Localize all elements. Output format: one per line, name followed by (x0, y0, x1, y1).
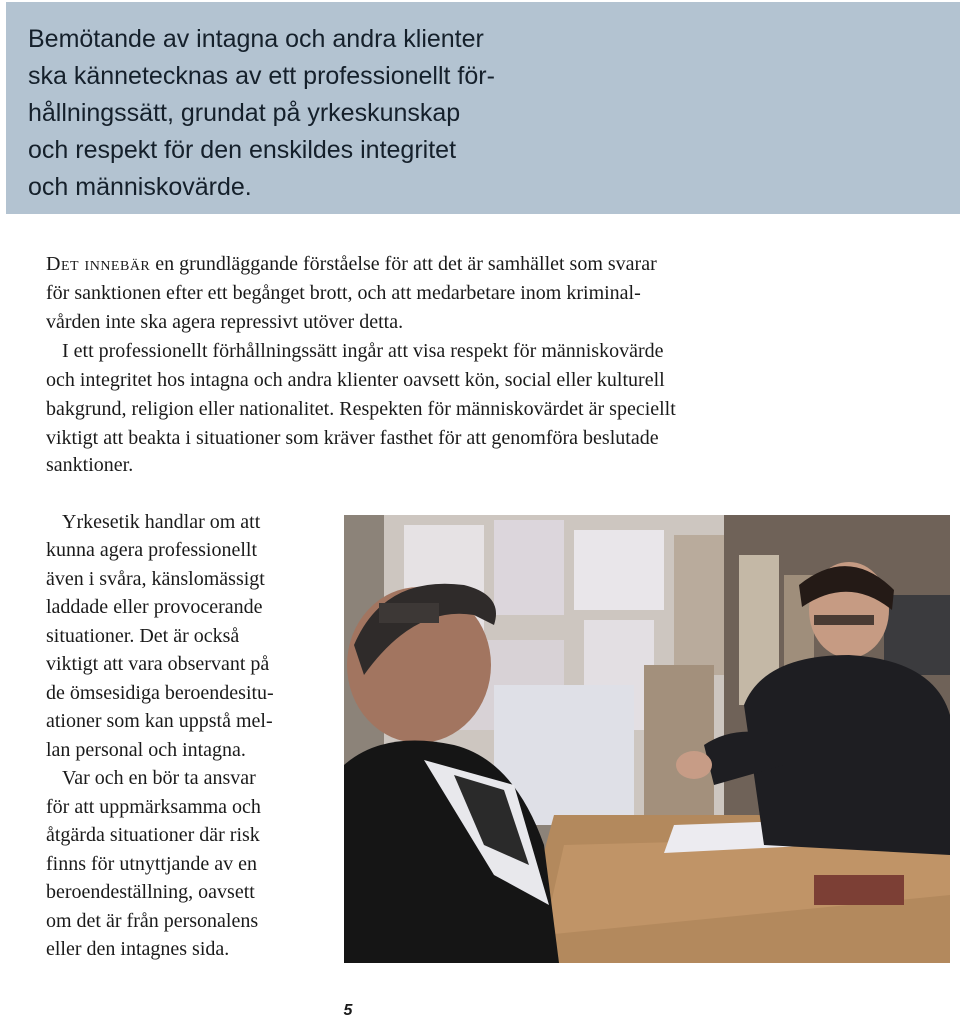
column-line: ationer som kan uppstå mel- (46, 710, 273, 732)
column-line: situationer. Det är också (46, 625, 240, 647)
office-photo-illustration (344, 515, 950, 963)
body-line: bakgrund, religion eller nationalitet. Respekten för människovärdet är speciellt (46, 398, 676, 420)
body-line: sanktioner. (46, 454, 134, 476)
column-line: om det är från personalens (46, 910, 259, 932)
column-line: finns för utnyttjande av en (46, 853, 258, 875)
page-number: 5 (343, 1002, 353, 1019)
column-line: kunna agera professionellt (46, 539, 258, 561)
column-line: för att uppmärksamma och (46, 796, 261, 818)
column-line: laddade eller provocerande (46, 596, 263, 618)
column-line: även i svåra, känslomässigt (46, 568, 265, 590)
callout-line: hållningssätt, grundat på yrkeskunskap (28, 99, 461, 127)
column-line: viktigt att vara observant på (46, 653, 270, 675)
callout-line: ska kännetecknas av ett professionellt för- (28, 62, 495, 90)
body-line: för sanktionen efter ett begånget brott, och att medarbetare inom kriminal- (46, 282, 641, 304)
column-line: Yrkesetik handlar om att (62, 511, 261, 533)
body-line: I ett professionellt förhållningssätt ingår att visa respekt för människovärde (62, 340, 664, 362)
callout-line: Bemötande av intagna och andra klienter (28, 25, 484, 53)
column-line: lan personal och intagna. (46, 739, 246, 761)
column-line: eller den intagnes sida. (46, 938, 230, 960)
callout-line: och respekt för den enskildes integritet (28, 136, 457, 164)
body-line: och integritet hos intagna och andra klienter oavsett kön, social eller kulturell (46, 369, 665, 391)
office-photo (344, 515, 950, 963)
column-line: åtgärda situationer där risk (46, 824, 260, 846)
lead-small-caps: Det innebär (46, 253, 151, 275)
body-line: vården inte ska agera repressivt utöver detta. (46, 311, 404, 333)
column-line: de ömsesidiga beroendesitu- (46, 682, 274, 704)
callout-line: och människovärde. (28, 173, 252, 201)
body-line (46, 250, 657, 279)
body-line-text: en grundläggande förståelse för att det är samhället som svarar (150, 253, 657, 275)
body-line: viktigt att beakta i situationer som kräver fasthet för att genomföra beslutade (46, 427, 659, 449)
column-line: beroendeställning, oavsett (46, 881, 255, 903)
column-line: Var och en bör ta ansvar (62, 767, 256, 789)
